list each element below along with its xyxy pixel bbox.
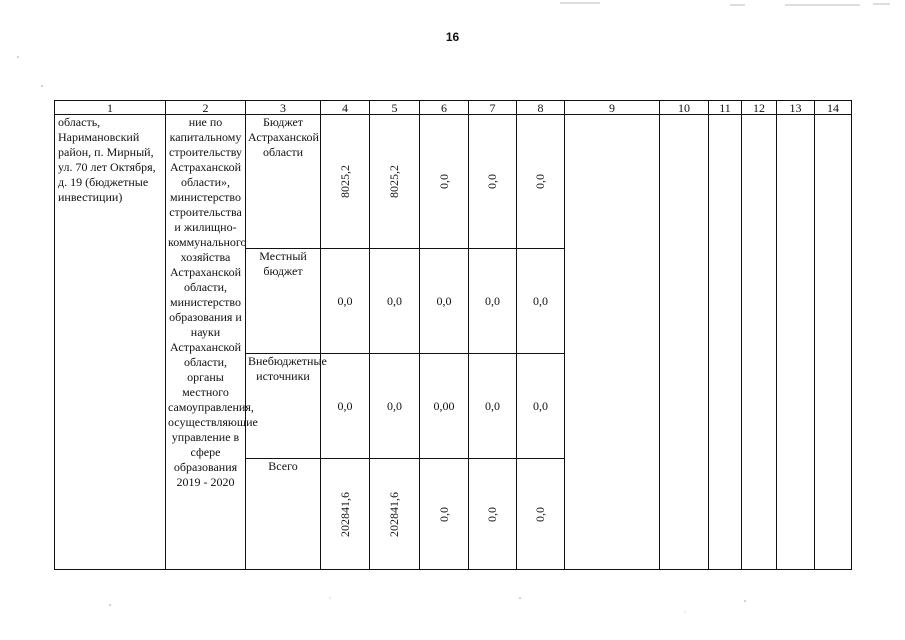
header-cell: 13 [777, 101, 815, 115]
value-cell: 0,0 [469, 115, 517, 249]
header-cell: 4 [321, 101, 370, 115]
header-cell: 14 [815, 101, 852, 115]
empty-cell [660, 115, 709, 570]
page-number: 16 [445, 30, 460, 44]
header-cell: 2 [166, 101, 246, 115]
table-row [55, 115, 852, 249]
empty-cell [815, 115, 852, 570]
value-cell: 0,0 [517, 354, 565, 459]
header-row [55, 101, 852, 115]
header-cell: 8 [517, 101, 565, 115]
value-cell: 0,0 [370, 354, 420, 459]
value-cell: 0,0 [420, 459, 469, 570]
value-cell: 0,0 [321, 354, 370, 459]
empty-cell [777, 115, 815, 570]
empty-cell [742, 115, 777, 570]
header-cell: 7 [469, 101, 517, 115]
value-cell: 0,0 [517, 459, 565, 570]
value-cell: 0,0 [469, 354, 517, 459]
source-cell: Бюджет Астраханской области [246, 115, 321, 249]
header-cell: 9 [565, 101, 660, 115]
object-address-cell: область, Наримановский район, п. Мирный, ул. 70 лет Октября, д. 19 (бюджетные инвестиции) [55, 115, 166, 570]
header-cell: 11 [709, 101, 742, 115]
header-cell: 5 [370, 101, 420, 115]
source-cell: Внебюджетные источники [246, 354, 321, 459]
value-cell: 202841,6 [370, 459, 420, 570]
value-cell: 8025,2 [370, 115, 420, 249]
value-cell: 0,0 [517, 115, 565, 249]
value-cell: 8025,2 [321, 115, 370, 249]
source-cell: Местный бюджет [246, 249, 321, 354]
header-cell: 6 [420, 101, 469, 115]
value-cell: 0,0 [469, 459, 517, 570]
value-cell: 202841,6 [321, 459, 370, 570]
empty-cell [565, 115, 660, 570]
value-cell: 0,0 [420, 249, 469, 354]
header-cell: 3 [246, 101, 321, 115]
source-cell: Всего [246, 459, 321, 570]
value-cell: 0,0 [370, 249, 420, 354]
value-cell: 0,00 [420, 354, 469, 459]
empty-cell [709, 115, 742, 570]
value-cell: 0,0 [321, 249, 370, 354]
value-cell: 0,0 [469, 249, 517, 354]
value-cell: 0,0 [517, 249, 565, 354]
header-cell: 12 [742, 101, 777, 115]
budget-table [54, 100, 852, 570]
value-cell: 0,0 [420, 115, 469, 249]
header-cell: 1 [55, 101, 166, 115]
header-cell: 10 [660, 101, 709, 115]
responsible-cell: ние по капитальному строительству Астраханской области», министерство строительства и жилищно-коммунального хозяйства Астраханской области, министерство образования и науки Астраханской области, органы местного самоуправления, осуществляющие управление в сфере образования 2019 - 2020 [166, 115, 246, 570]
